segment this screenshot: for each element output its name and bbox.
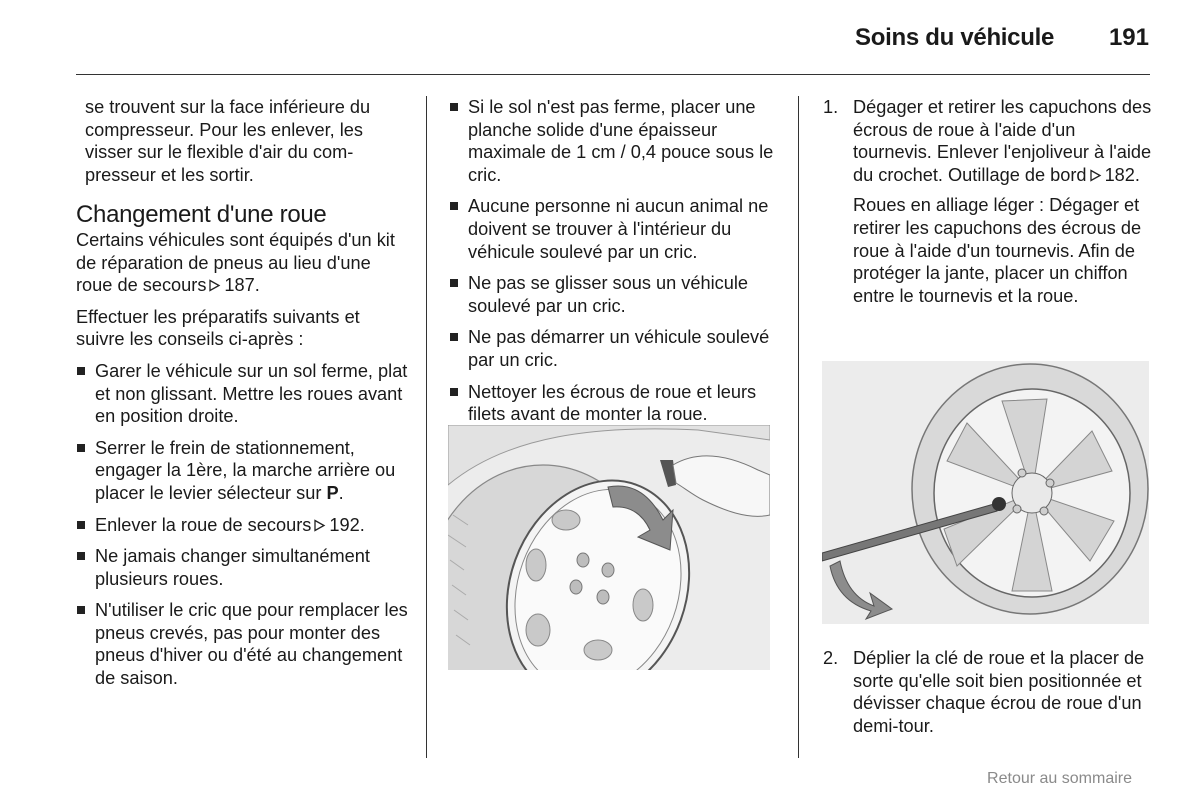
header-divider xyxy=(76,74,1150,75)
bullet-square-icon xyxy=(450,333,458,341)
section-heading: Changement d'une roue xyxy=(76,201,327,229)
bullet-square-icon xyxy=(77,367,85,375)
list-item xyxy=(449,96,784,186)
toolkit-page-reference[interactable]: 182. xyxy=(1104,164,1140,185)
list-item xyxy=(449,381,784,426)
list-item xyxy=(76,514,411,537)
bullet-square-icon xyxy=(450,388,458,396)
step-text: Déplier la clé de roue et la placer de sorte qu'elle soit bien positionnée et dévisser chaque écrou de roue d'un demi-tour. xyxy=(853,648,1145,736)
safety-list xyxy=(449,96,784,426)
intro-paragraph: se trouvent sur la face inférieure du compresseur. Pour les enlever, les visser sur le flexible d'air du compresseur et les sortir. xyxy=(85,97,371,185)
list-item-text: Enlever la roue de secours xyxy=(95,514,312,535)
spare-wheel-page-reference[interactable]: 192. xyxy=(329,514,365,535)
back-to-contents-link[interactable]: Retour au sommaire xyxy=(987,770,1132,787)
steps-list xyxy=(823,96,1153,307)
cross-reference-arrow-icon xyxy=(1089,169,1102,182)
gear-position-label: P xyxy=(326,482,339,503)
bullet-square-icon xyxy=(77,606,85,614)
bullet-square-icon xyxy=(77,521,85,529)
bullet-square-icon xyxy=(77,444,85,452)
column-divider-2 xyxy=(798,96,799,758)
step-text xyxy=(853,96,1153,186)
cross-reference-arrow-icon xyxy=(313,519,326,532)
steps-list-continued xyxy=(823,647,1153,737)
page-number: 191 xyxy=(1108,24,1149,51)
bullet-square-icon xyxy=(450,279,458,287)
list-item xyxy=(449,326,784,371)
list-item xyxy=(449,272,784,317)
list-item-text: Si le sol n'est pas ferme, placer une planche solide d'une épaisseur maximale de 1 cm / 0,4 pouce sous le cric. xyxy=(468,97,774,185)
list-item-text: Ne pas se glisser sous un véhicule soulevé par un cric. xyxy=(468,273,749,316)
list-item-text: Ne pas démarrer un véhicule soulevé par un cric. xyxy=(468,327,770,370)
step-number: 2. xyxy=(823,648,839,668)
column-left xyxy=(76,96,411,699)
list-item-text: N'utiliser le cric que pour remplacer les pneus crevés, pas pour monter des pneus d'hiver ou d'été au changement de saison. xyxy=(95,600,408,689)
list-item xyxy=(76,360,411,428)
bullet-square-icon xyxy=(77,552,85,560)
bullet-square-icon xyxy=(450,202,458,210)
list-item-text: Aucune personne ni aucun animal ne doivent se trouver à l'intérieur du véhicule soulevé par un cric. xyxy=(468,196,769,262)
list-item-text: Nettoyer les écrous de roue et leurs filets avant de monter la roue. xyxy=(468,381,757,425)
preparation-paragraph: Effectuer les préparatifs suivants et suivre les conseils ci-après : xyxy=(76,306,360,350)
hubcap-removal-drawing xyxy=(448,425,770,670)
list-item xyxy=(76,599,411,689)
list-item xyxy=(76,545,411,590)
wheel-wrench-drawing xyxy=(822,361,1149,624)
step-item xyxy=(823,96,1153,307)
kit-paragraph-text: Certains véhicules sont équipés d'un kit de réparation de pneus au lieu d'une roue de secours xyxy=(76,229,395,296)
page-header-title: Soins du véhicule xyxy=(855,24,1054,51)
list-item xyxy=(449,195,784,263)
bullet-square-icon xyxy=(450,103,458,111)
step-number: 1. xyxy=(823,97,839,117)
list-item-text: Garer le véhicule sur un sol ferme, plat et non glissant. Mettre les roues avant en position droite. xyxy=(95,360,408,427)
column-divider-1 xyxy=(426,96,427,758)
hubcap-removal-illustration xyxy=(448,425,770,670)
column-right xyxy=(823,96,1153,316)
alloy-wheel-note: Roues en alliage léger : Dégager et retirer les capuchons des écrous de roue à l'aide d'un tournevis. Afin de protéger la jante, placer un chiffon entre le tournevis et la roue. xyxy=(853,195,1142,306)
wheel-wrench-illustration xyxy=(822,361,1149,624)
list-item-text: Serrer le frein de stationnement, engager la 1ère, la marche arrière ou placer le levier sélecteur sur xyxy=(95,437,396,503)
cross-reference-arrow-icon xyxy=(208,279,221,292)
list-item-text: Ne jamais changer simultanément plusieurs roues. xyxy=(95,546,370,589)
kit-paragraph xyxy=(76,229,411,297)
step-text-main: Dégager et retirer les capuchons des écrous de roue à l'aide d'un tournevis. Enlever l'enjoliveur à l'aide du crochet. Outillage de bord xyxy=(853,97,1152,185)
column-middle xyxy=(449,96,784,435)
list-item: Serrer le frein de stationnement, engager la 1ère, la marche arrière ou placer le levier sélecteur sur P. xyxy=(76,437,411,505)
kit-page-reference[interactable]: 187. xyxy=(224,275,260,296)
preparation-list xyxy=(76,360,411,690)
column-right-lower xyxy=(823,647,1153,746)
step-item xyxy=(823,647,1153,737)
